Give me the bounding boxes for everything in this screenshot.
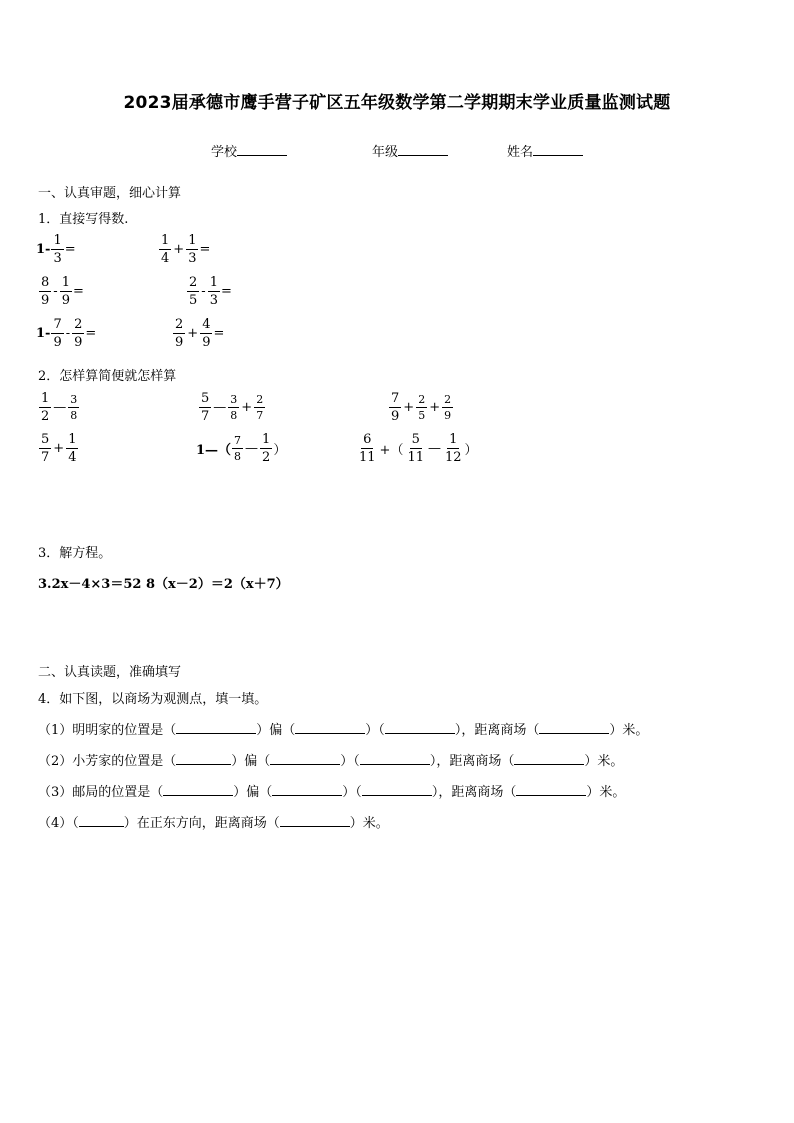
operator: + [403, 400, 415, 415]
answer-blank[interactable] [360, 752, 430, 765]
operator: - [201, 284, 206, 299]
operator: + [53, 441, 65, 456]
q4-line-3 [38, 781, 625, 800]
text: （4）（ [38, 816, 79, 831]
text: ）在正东方向，距离商场（ [123, 816, 280, 831]
fraction: $\frac{3}{8}$ [70, 393, 78, 422]
name-label: 姓名 [507, 145, 534, 160]
grade-field [372, 141, 448, 160]
fraction: $\frac{1}{3}$ [53, 233, 62, 266]
fraction: $\frac{2}{7}$ [256, 393, 264, 422]
text: ）（ [340, 754, 360, 769]
fraction: $\frac{3}{8}$ [230, 393, 238, 422]
fraction: $\frac{1}{3}$ [188, 233, 197, 266]
q4-label: 4．如下图，以商场为观测点，填一填。 [38, 692, 268, 707]
text: （2）小芳家的位置是（ [38, 754, 177, 769]
text: ），距离商场（ [429, 754, 515, 769]
section-1-heading: 一、认真审题，细心计算 [38, 186, 182, 201]
fraction: $\frac{2}{9}$ [444, 393, 452, 422]
text: ）米。 [584, 754, 624, 769]
operator: - [53, 284, 58, 299]
closing-paren: ） [273, 443, 287, 458]
closing-paren: ） [464, 443, 478, 458]
fraction: $\frac{7}{9}$ [53, 317, 62, 350]
text: ）（ [365, 723, 385, 738]
name-field [507, 141, 583, 160]
q2-item-5-pre: 1—（ [196, 443, 232, 458]
operator: — [245, 441, 259, 456]
operator: — [213, 400, 227, 415]
operator: - [65, 326, 71, 341]
operator: +（ [379, 443, 404, 458]
q3-equation-1: 3.2x－4×3＝52 [38, 577, 142, 592]
answer-blank[interactable] [272, 783, 342, 796]
q1-label: 1．直接写得数. [38, 212, 129, 227]
answer-blank[interactable] [385, 721, 455, 734]
operator: + [173, 242, 185, 257]
text: ），距离商场（ [454, 723, 540, 738]
answer-blank[interactable] [163, 783, 233, 796]
q1-item-1-pre: 1- [36, 242, 51, 257]
fraction: $\frac{1}{12}$ [445, 432, 462, 465]
text: ）偏（ [231, 754, 271, 769]
operator: + [187, 326, 199, 341]
school-label: 学校 [211, 145, 238, 160]
text: ）偏（ [256, 723, 296, 738]
page-title: 2023届承德市鹰手营子矿区五年级数学第二学期期末学业质量监测试题 [123, 93, 671, 113]
school-blank[interactable] [237, 142, 287, 156]
fraction: $\frac{1}{4}$ [68, 432, 77, 465]
text: ）偏（ [233, 785, 273, 800]
text: ）米。 [586, 785, 626, 800]
q3-label: 3．解方程。 [38, 546, 112, 561]
operator: — [53, 400, 67, 415]
fraction: $\frac{5}{11}$ [407, 432, 424, 465]
q1-item-2 [158, 234, 210, 265]
q2-item-6 [356, 433, 478, 464]
answer-blank[interactable] [176, 752, 231, 765]
operator: + [429, 400, 441, 415]
school-field [211, 141, 287, 160]
q4-line-2 [38, 750, 623, 769]
text: （1）明明家的位置是（ [38, 723, 177, 738]
text: ），距离商场（ [431, 785, 517, 800]
fraction: $\frac{7}{9}$ [391, 391, 400, 424]
answer-blank[interactable] [79, 814, 124, 827]
operator: — [428, 441, 441, 456]
equals-sign: = [220, 284, 232, 299]
fraction: $\frac{7}{8}$ [234, 434, 242, 463]
fraction: $\frac{2}{5}$ [189, 275, 198, 308]
equals-sign: = [199, 242, 211, 257]
fraction: $\frac{5}{7}$ [201, 391, 210, 424]
fraction: $\frac{1}{2}$ [262, 432, 271, 465]
fraction: $\frac{1}{2}$ [41, 391, 50, 424]
fraction: $\frac{1}{9}$ [61, 275, 70, 308]
name-blank[interactable] [533, 142, 583, 156]
fraction: $\frac{5}{7}$ [41, 432, 50, 465]
answer-blank[interactable] [539, 721, 609, 734]
grade-label: 年级 [372, 145, 399, 160]
text: （3）邮局的位置是（ [38, 785, 164, 800]
fraction: $\frac{1}{3}$ [209, 275, 218, 308]
q2-item-2 [198, 392, 266, 423]
q1-item-5-pre: 1- [36, 326, 51, 341]
answer-blank[interactable] [280, 814, 350, 827]
answer-blank[interactable] [514, 752, 584, 765]
grade-blank[interactable] [398, 142, 448, 156]
q2-item-4 [38, 433, 79, 464]
q2-item-3 [388, 392, 454, 423]
section-2-heading: 二、认真读题，准确填写 [38, 665, 182, 680]
answer-blank[interactable] [270, 752, 340, 765]
q1-item-3 [38, 276, 84, 307]
q3-equation-2: 8（x－2）＝2（x＋7） [146, 577, 289, 592]
fraction: $\frac{6}{11}$ [359, 432, 376, 465]
text: ）米。 [609, 723, 649, 738]
answer-blank[interactable] [362, 783, 432, 796]
fraction: $\frac{2}{9}$ [175, 317, 184, 350]
fraction: $\frac{1}{4}$ [161, 233, 170, 266]
equals-sign: = [213, 326, 225, 341]
answer-blank[interactable] [176, 721, 256, 734]
q1-item-5 [36, 318, 96, 349]
q2-item-5 [196, 433, 286, 464]
q2-item-1 [38, 392, 80, 423]
q1-item-1 [36, 234, 76, 265]
q4-line-4 [38, 812, 389, 831]
q1-item-6 [172, 318, 224, 349]
q4-line-1 [38, 719, 648, 738]
q2-label: 2．怎样算简便就怎样算 [38, 369, 177, 384]
fraction: $\frac{2}{5}$ [418, 393, 426, 422]
answer-blank[interactable] [295, 721, 365, 734]
equals-sign: = [72, 284, 84, 299]
text: ）（ [342, 785, 362, 800]
fraction: $\frac{4}{9}$ [202, 317, 211, 350]
equals-sign: = [85, 326, 97, 341]
operator: + [241, 400, 253, 415]
answer-blank[interactable] [516, 783, 586, 796]
equals-sign: = [64, 242, 76, 257]
text: ）米。 [349, 816, 389, 831]
fraction: $\frac{8}{9}$ [41, 275, 50, 308]
q1-item-4 [186, 276, 232, 307]
fraction: $\frac{2}{9}$ [74, 317, 83, 350]
